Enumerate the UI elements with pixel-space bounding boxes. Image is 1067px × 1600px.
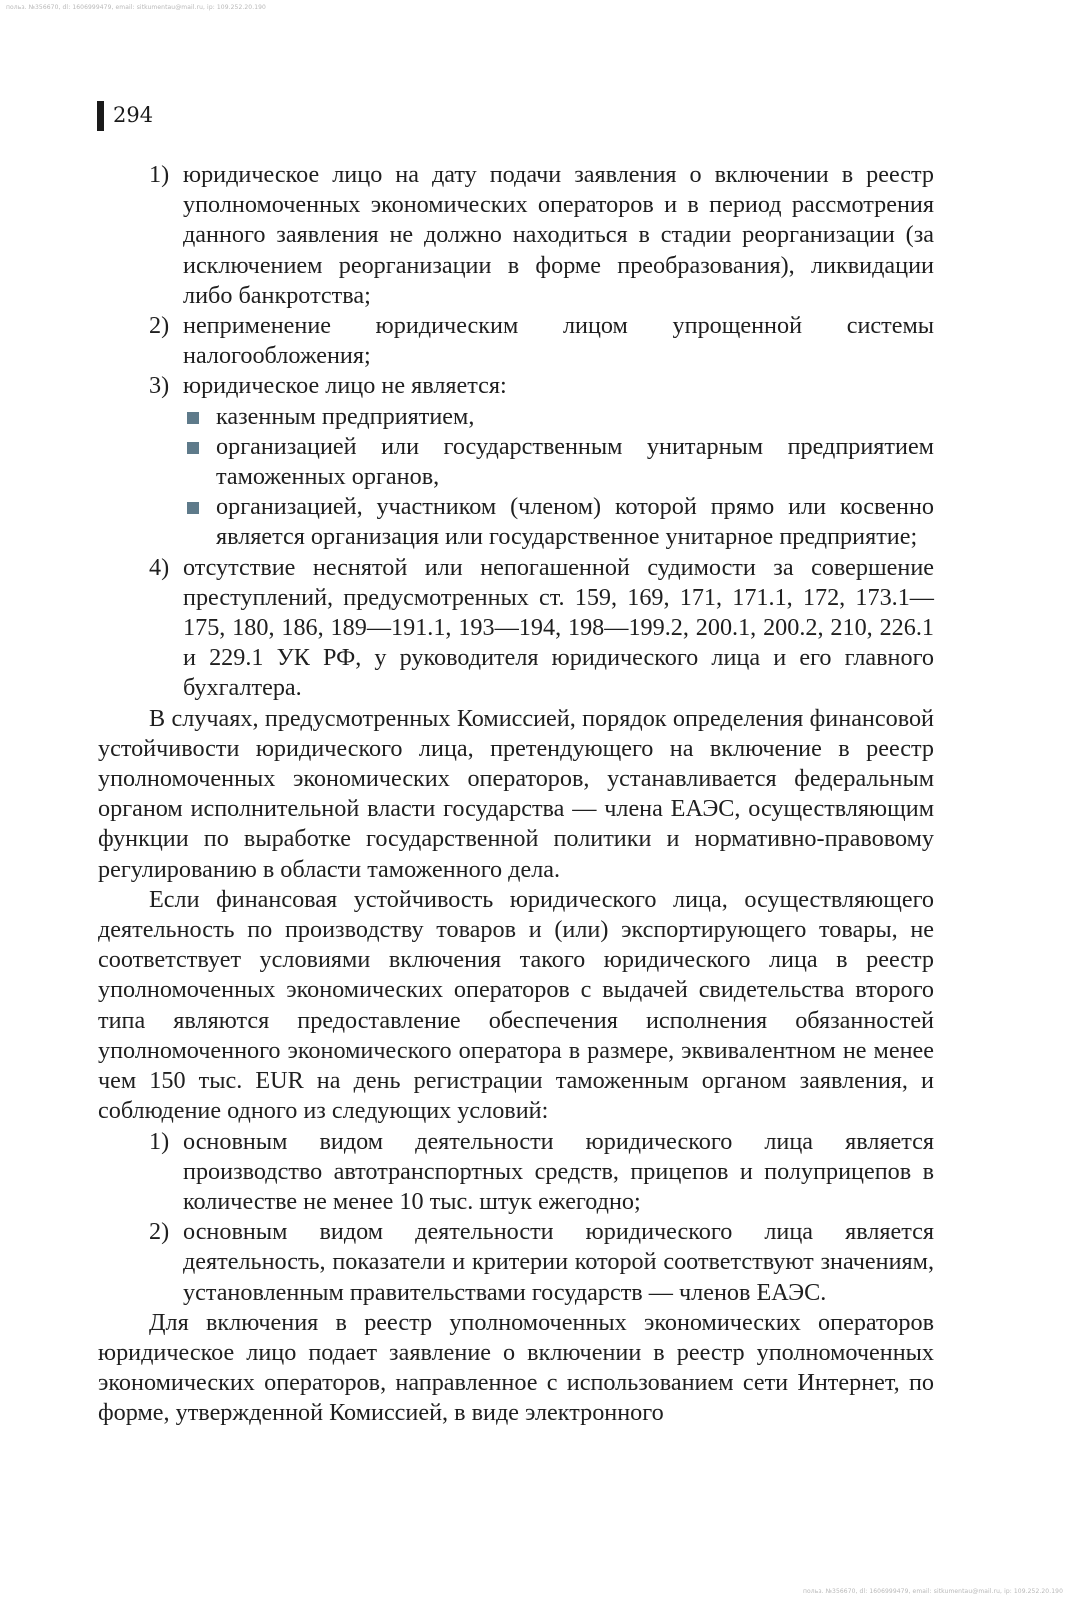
- paragraph: Если финансовая устойчивость юридического лица, осуществляющего деятельность по производству товаров и (или) экспортирующего товары, не соответствует условиями включения такого юридического лица в реестр уполномоченных экономических операторов с выдачей свидетельства второго типа являются предоставление обеспечения исполнения обязанностей уполномоченного экономического оператора в размере, эквивалентном не менее чем 150 тыс. EUR на день регистрации таможенным органом заявления, и соблюдение одного из следующих условий:: [98, 885, 934, 1125]
- bullet-text: казенным предприятием,: [216, 402, 475, 430]
- list-item-text: основным видом деятельности юридического лица является деятельность, показатели и критерии которой соответствуют значениям, установленным правительствами государств — членов ЕАЭС.: [183, 1218, 934, 1306]
- list-item: [98, 1127, 934, 1218]
- page-number-bar: [97, 101, 104, 131]
- paragraph: В случаях, предусмотренных Комиссией, порядок определения финансовой устойчивости юридического лица, претендующего на включение в реестр уполномоченных экономических операторов, устанавливается федеральным органом исполнительной власти государства — члена ЕАЭС, осуществляющим функции по выработке государственной политики и нормативно-правовому регулированию в области таможенного дела.: [98, 704, 934, 883]
- bullet-item: [98, 432, 934, 492]
- list-item-number: 3): [149, 372, 170, 400]
- list-item-text: юридическое лицо не является:: [183, 372, 507, 400]
- list-item-text: неприменение юридическим лицом упрощенной системы налогообложения;: [183, 312, 934, 370]
- square-bullet-icon: [186, 402, 216, 432]
- list-item: [98, 371, 934, 401]
- list-item-number: 2): [149, 312, 170, 340]
- list-item: [98, 311, 934, 371]
- body-text: [98, 160, 934, 1429]
- conditions-list-2: [98, 1127, 934, 1308]
- square-bullet-icon: [186, 432, 216, 462]
- list-item-number: 2): [149, 1218, 170, 1246]
- list-item-text: отсутствие неснятой или непогашенной судимости за совершение преступлений, предусмотренных ст. 159, 169, 171, 171.1, 172, 173.1—175, 180, 186, 189—191.1, 193—194, 198—199.2, 200.1, 200.2, 210, 226.1 и 229.1 УК РФ, у руководителя юридического лица и его главного бухгалтера.: [183, 553, 934, 702]
- list-item-number: 1): [149, 161, 170, 188]
- bullet-text: организацией или государственным унитарным предприятием таможенных органов,: [216, 432, 934, 491]
- square-bullet-icon: [186, 492, 216, 522]
- list-item-text: основным видом деятельности юридического лица является производство автотранспортных средств, прицепов и полуприцепов в количестве не менее 10 тыс. штук ежегодно;: [183, 1127, 934, 1215]
- list-item-number: 1): [149, 1127, 170, 1155]
- watermark-top: польз. №356670, dl: 1606999479, email: sitkumentau@mail.ru, ip: 109.252.20.190: [6, 4, 266, 11]
- list-item: [98, 160, 934, 311]
- page-number: 294: [113, 103, 154, 127]
- conditions-list: [98, 160, 934, 704]
- watermark-bottom: польз. №356670, dl: 1606999479, email: sitkumentau@mail.ru, ip: 109.252.20.190: [803, 1588, 1063, 1595]
- list-item: [98, 553, 934, 704]
- list-item-number: 4): [149, 553, 170, 581]
- paragraph: Для включения в реестр уполномоченных экономических операторов юридическое лицо подает заявление о включении в реестр уполномоченных экономических операторов, направленное с использованием сети Интернет, по форме, утвержденной Комиссией, в виде электронного: [98, 1308, 934, 1427]
- list-item: [98, 1217, 934, 1308]
- bullet-item: [98, 492, 934, 552]
- bullet-text: организацией, участником (членом) которой прямо или косвенно является организация или государственное унитарное предприятие;: [216, 493, 934, 551]
- list-item-text: юридическое лицо на дату подачи заявления о включении в реестр уполномоченных экономических операторов и в период рассмотрения данного заявления не должно находиться в стадии реорганизации (за исключением реорганизации в форме преобразования), ликвидации либо банкротства;: [183, 161, 934, 309]
- bullet-item: [98, 402, 934, 432]
